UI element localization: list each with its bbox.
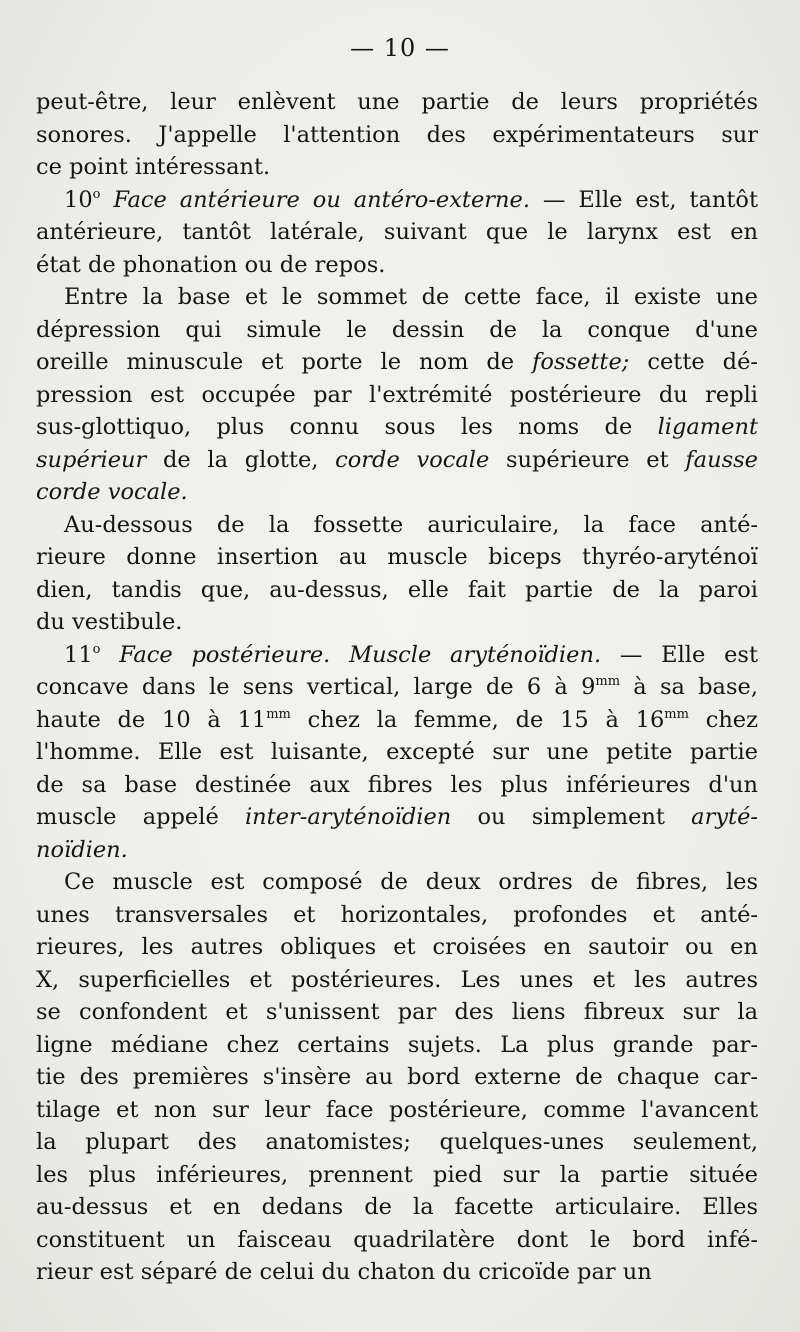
text-line [36,639,758,672]
text-run: ligne médiane chez certains sujets. La plus grande par- [36,1031,758,1058]
text-run: muscle appelé [36,804,245,830]
text-run: rieur est séparé de celui du chaton du cricoïde par un [36,1259,652,1285]
italic-text: inter-aryténoïdien [244,804,452,830]
text-line [36,151,758,184]
text-line [36,1224,758,1257]
text-line [36,281,758,314]
text-run: peut-être, leur enlèvent une partie de leurs propriétés [36,89,758,115]
text-run: ou simplement [451,804,692,830]
text-line [36,964,758,997]
superscript: mm [595,674,621,689]
text-run: supérieure et [489,446,686,473]
italic-text: aryté- [691,804,758,830]
text-run: les plus inférieures, prennent pied sur la partie située [36,1161,758,1188]
text-run: cette dé- [629,349,758,375]
text-line [36,866,758,899]
text-line [36,769,758,802]
superscript: o [92,186,101,202]
paragraph-face-posterieure [36,639,758,867]
italic-text: noïdien. [36,836,128,863]
text-run: l'homme. Elle est luisante, excepté sur une petite partie [36,739,758,765]
text-line [36,801,758,834]
text-line [36,379,758,412]
text-run: Au-dessous de la fossette auriculaire, la face anté- [64,511,758,538]
text-line [36,346,758,379]
text-run: Ce muscle est composé de deux ordres de fibres, les [64,869,758,895]
italic-text: supérieur [36,446,147,473]
text-line [36,476,758,509]
text-line [36,509,758,542]
text-line [36,1256,758,1289]
text-line [36,1126,758,1159]
text-line [36,216,758,249]
text-run: concave dans le sens vertical, large de 6 à 9 [36,674,596,700]
italic-text: fausse [685,446,758,473]
text-line [36,606,758,639]
text-line [36,541,758,574]
text-run: à sa base, [620,674,758,700]
text-line [36,1191,758,1224]
paragraph-fossette [36,281,758,509]
paragraph-sonores [36,86,758,184]
text-run: 10 [64,186,93,213]
text-line [36,1159,758,1192]
text-run: sus-glottiquo, plus connu sous les noms de [36,414,658,440]
body-text [36,86,758,1289]
italic-text: corde vocale. [36,479,188,505]
text-run: du vestibule. [36,609,183,635]
text-run: 11 [64,641,93,668]
text-run [100,187,113,213]
superscript: o [92,641,101,657]
text-line [36,444,758,477]
paragraph-au-dessous [36,509,758,639]
text-run: rieures, les autres obliques et croisées en sautoir ou en [36,934,758,960]
text-run [100,642,119,668]
text-run: dépression qui simule le dessin de la conque d'une [36,316,758,343]
italic-text: corde vocale [335,446,490,473]
text-line [36,1061,758,1094]
italic-text: ligament [657,414,758,440]
text-run: rieure donne insertion au muscle biceps thyréo-aryténoï [36,544,758,570]
paragraph-face-anterieure [36,184,758,282]
text-run: — Elle est, tantôt [530,186,758,213]
text-run: constituent un faisceau quadrilatère dont le bord infé- [36,1226,758,1253]
text-line [36,411,758,444]
text-line [36,119,758,152]
text-line [36,574,758,607]
text-run: X, superficielles et postérieures. Les unes et les autres [36,966,758,993]
text-run: état de phonation ou de repos. [36,251,386,278]
text-line [36,899,758,932]
text-run: — Elle est [601,641,758,668]
superscript: mm [664,706,689,722]
text-run: chez [688,706,758,733]
text-line [36,249,758,282]
superscript: mm [266,706,291,722]
text-run: dien, tandis que, au-dessus, elle fait partie de la paroi [36,576,758,603]
text-run: haute de 10 à 11 [36,706,267,733]
text-run: la plupart des anatomistes; quelques-unes seulement, [36,1129,758,1155]
italic-text: fossette; [532,349,630,375]
text-line [36,931,758,964]
italic-text: Face antérieure ou antéro-externe. [113,186,530,213]
text-line [36,834,758,867]
text-run: Entre la base et le sommet de cette face, il existe une [64,284,758,310]
text-line [36,704,758,737]
text-line [36,86,758,119]
text-line [36,996,758,1029]
text-run: de la glotte, [146,446,336,473]
text-run: chez la femme, de 15 à 16 [290,706,665,733]
text-run: unes transversales et horizontales, profondes et anté- [36,901,758,928]
text-run: oreille minuscule et porte le nom de [36,349,533,375]
text-line [36,736,758,769]
text-run: au-dessus et en dedans de la facette articulaire. Elles [36,1194,758,1220]
text-line [36,671,758,704]
text-run: de sa base destinée aux fibres les plus inférieures d'un [36,771,758,798]
text-line [36,314,758,347]
text-run: sonores. J'appelle l'attention des expérimentateurs sur [36,121,758,148]
text-line [36,1094,758,1127]
text-line [36,184,758,217]
page-number: — 10 — [350,34,450,62]
italic-text: Face postérieure. Muscle aryténoïdien. [119,641,602,668]
text-run: tilage et non sur leur face postérieure, comme l'avancent [36,1096,758,1123]
text-run: tie des premières s'insère au bord externe de chaque car- [36,1064,758,1090]
text-run: pression est occupée par l'extrémité postérieure du repli [36,381,758,408]
text-line [36,1029,758,1062]
text-run: se confondent et s'unissent par des liens fibreux sur la [36,999,758,1025]
text-run: antérieure, tantôt latérale, suivant que le larynx est en [36,219,758,245]
paragraph-muscle-compose [36,866,758,1289]
text-run: ce point intéressant. [36,154,271,180]
